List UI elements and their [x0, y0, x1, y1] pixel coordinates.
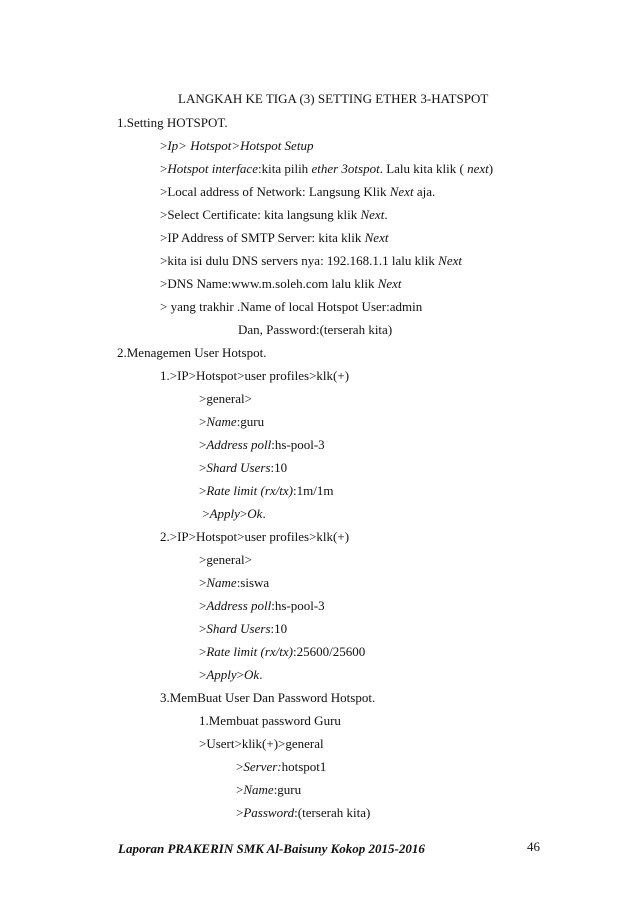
step-term: Shard Users — [206, 621, 271, 636]
subsection-heading: 1.>IP>Hotspot>user profiles>klk(+) — [160, 368, 350, 383]
step-line — [199, 667, 262, 683]
step-text: :guru — [236, 414, 265, 429]
step-term: Address poll — [206, 437, 272, 452]
step-prefix: > — [199, 414, 207, 429]
step-term: Next — [360, 207, 385, 222]
step-text: :hs-pool-3 — [271, 437, 325, 452]
step-text: . — [384, 207, 388, 222]
step-prefix: > — [236, 805, 244, 820]
step-line — [160, 253, 462, 269]
step-line — [236, 782, 301, 798]
step-term: next — [467, 161, 489, 176]
step-text: :siswa — [236, 575, 270, 590]
step-line — [160, 138, 313, 154]
step-text: >Select Certificate: kita langsung klik — [160, 207, 361, 222]
step-text: > — [236, 667, 245, 682]
step-text: :10 — [270, 460, 288, 475]
step-text: ) — [488, 161, 494, 176]
step-text: >Local address of Network: Langsung Klik — [160, 184, 390, 199]
step-path: Ip> Hotspot>Hotspot Setup — [167, 138, 314, 153]
step-prefix: > — [236, 782, 244, 797]
step-line — [199, 483, 333, 499]
step-text: >kita isi dulu DNS servers nya: 192.168.1.1 lalu klik — [160, 253, 439, 268]
step-term: Ok — [247, 506, 263, 521]
step-text: :hs-pool-3 — [271, 598, 325, 613]
step-term: Name — [243, 782, 274, 797]
step-term: Next — [438, 253, 462, 268]
step-text: . Lalu kita klik ( — [379, 161, 468, 176]
step-line — [236, 805, 370, 821]
step-term: ether 3otspot — [311, 161, 380, 176]
step-text: :kita pilih — [257, 161, 312, 176]
step-prefix: > — [199, 460, 207, 475]
step-line: 1.Membuat password Guru — [199, 713, 341, 728]
step-line: >general> — [199, 391, 252, 406]
page-number: 46 — [527, 839, 540, 854]
step-term: Ok — [244, 667, 260, 682]
step-line — [160, 184, 435, 200]
step-text: . — [259, 667, 263, 682]
step-prefix: > — [199, 483, 207, 498]
step-line — [236, 759, 326, 775]
step-term: Apply — [209, 506, 240, 521]
step-term: Address poll — [206, 598, 272, 613]
step-text: >IP Address of SMTP Server: kita klik — [160, 230, 365, 245]
step-prefix: > — [199, 598, 207, 613]
step-term: Rate limit (rx/tx) — [206, 483, 293, 498]
step-line: > yang trakhir .Name of local Hotspot User:admin — [160, 299, 423, 314]
step-prefix: > — [199, 667, 207, 682]
step-line — [199, 414, 264, 430]
step-text: :guru — [273, 782, 302, 797]
section-2-heading: 2.Menagemen User Hotspot. — [117, 345, 267, 360]
step-prefix: > — [199, 575, 207, 590]
step-text: :10 — [270, 621, 288, 636]
step-line — [160, 230, 388, 246]
step-term: Server: — [243, 759, 282, 774]
step-text: > — [239, 506, 248, 521]
step-line: Dan, Password:(terserah kita) — [238, 322, 393, 337]
step-line: >general> — [199, 552, 252, 567]
step-prefix: > — [236, 759, 244, 774]
step-term: Next — [389, 184, 414, 199]
step-line — [199, 506, 266, 522]
step-text: >DNS Name:www.m.soleh.com lalu klik — [160, 276, 378, 291]
step-line: >Usert>klik(+)>general — [199, 736, 324, 751]
step-text: . — [262, 506, 266, 521]
step-line — [199, 575, 269, 591]
step-prefix: > — [160, 138, 168, 153]
step-line — [160, 207, 388, 223]
step-text: hotspot1 — [281, 759, 327, 774]
step-term: Password — [243, 805, 295, 820]
step-line — [199, 598, 325, 614]
step-line — [199, 644, 365, 660]
step-term: Next — [364, 230, 389, 245]
subsection-heading: 2.>IP>Hotspot>user profiles>klk(+) — [160, 529, 350, 544]
footer-report-title: Laporan PRAKERIN SMK Al-Baisuny Kokop 2015-2016 — [118, 841, 425, 856]
step-term: Shard Users — [206, 460, 271, 475]
step-prefix: > — [199, 506, 210, 521]
section-1-heading: 1.Setting HOTSPOT. — [117, 115, 228, 130]
step-prefix: > — [199, 621, 207, 636]
subsection-heading: 3.MemBuat User Dan Password Hotspot. — [160, 690, 376, 705]
step-term: Name — [206, 414, 237, 429]
step-line — [160, 276, 402, 292]
step-text: :1m/1m — [292, 483, 334, 498]
step-term: Hotspot interface — [167, 161, 258, 176]
step-text: aja. — [413, 184, 436, 199]
step-term: Apply — [206, 667, 237, 682]
step-term: Next — [377, 276, 402, 291]
step-line — [199, 460, 287, 476]
step-line — [160, 161, 493, 177]
step-term: Name — [206, 575, 237, 590]
step-prefix: > — [199, 644, 207, 659]
step-line — [199, 437, 325, 453]
step-prefix: > — [160, 161, 168, 176]
step-term: Rate limit (rx/tx) — [206, 644, 293, 659]
step-text: :25600/25600 — [292, 644, 366, 659]
step-prefix: > — [199, 437, 207, 452]
page-title: LANGKAH KE TIGA (3) SETTING ETHER 3-HATSPOT — [178, 91, 489, 106]
step-text: :(terserah kita) — [294, 805, 371, 820]
step-line — [199, 621, 287, 637]
